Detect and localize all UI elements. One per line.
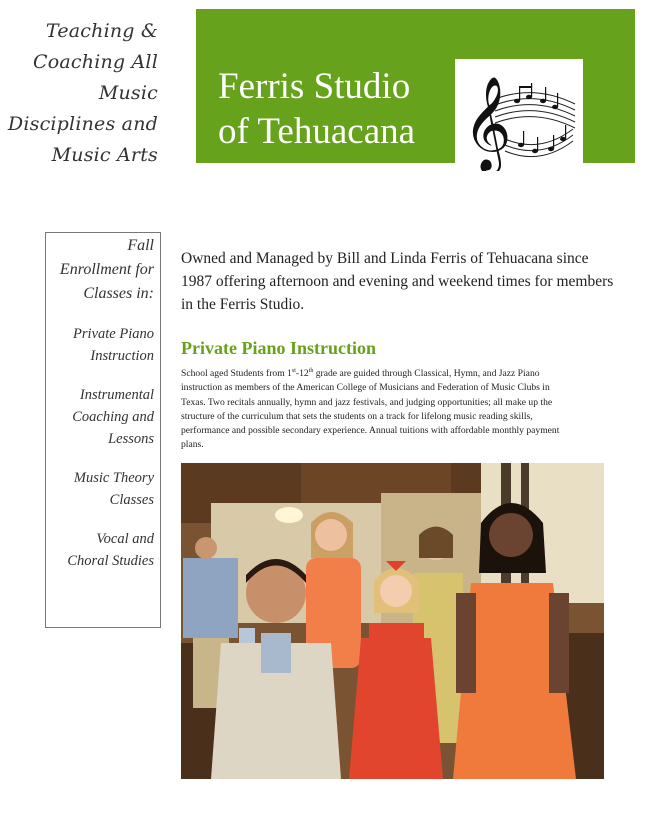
sidebar-item-line: Instrumental [79,387,154,403]
sidebar-heading-line: Enrollment for [59,261,154,278]
tagline-line: Music Arts [51,144,158,166]
ordinal-th: th [308,367,314,374]
header-banner [196,9,635,171]
sidebar-item-line: Lessons [108,431,154,447]
body-text-a: School aged Students from 1 [181,368,292,379]
treble-clef-music-notes-icon [455,59,583,171]
sidebar-heading-line: Classes in: [83,285,154,302]
sidebar-item-line: Classes [109,492,154,508]
intro-line: Owned and Managed by Bill and Linda Ferris of Tehuacana since [181,250,589,267]
body-line: structure of the curriculum that sets the students on a track for lifelong music reading skills, [181,410,533,422]
sidebar-item-line: Music Theory [73,470,154,486]
tagline-line: Music [98,82,158,104]
sidebar-item-piano [46,323,160,367]
sidebar-item-line: Private Piano [73,326,154,342]
tagline-line: Coaching All [33,51,158,73]
ordinal-st: st [291,367,296,374]
sidebar-item-instrumental [46,384,160,450]
sidebar-item-line: Instruction [90,348,154,364]
body-line [181,367,611,381]
sidebar-item-line: Choral Studies [67,553,154,569]
svg-text:𝄞: 𝄞 [463,76,512,171]
studio-title-line: Ferris Studio [218,66,411,107]
body-line: performance and possible secondary experience. Annual tuitions with affordable monthly payment [181,425,560,437]
sidebar-item-line: Vocal and [96,531,154,547]
section-title: Private Piano Instruction [181,338,376,358]
students-photo [181,463,604,779]
intro-line: 1987 offering afternoon and evening and weekend times for members [181,273,614,290]
enrollment-sidebar [45,232,161,628]
body-text-c: grade are guided through Classical, Hymn, and Jazz Piano [313,368,540,379]
sidebar-item-theory [46,467,160,511]
body-text-b: -12 [295,368,309,379]
tagline-line: Disciplines and [7,113,158,135]
body-line: plans. [181,439,204,451]
studio-title-line: of Tehuacana [218,111,416,152]
tagline-line: Teaching & [45,20,158,42]
body-line: Texas. Two recitals annually, hymn and jazz festivals, and judging opportunities; all make up the [181,396,553,408]
sidebar-heading [46,234,160,306]
studio-title [218,64,415,154]
intro-paragraph [181,247,621,316]
sidebar-item-vocal [46,528,160,572]
sidebar-item-line: Coaching and [72,409,154,425]
sidebar-heading-line: Fall [127,237,154,254]
intro-line: in the Ferris Studio. [181,296,305,313]
section-body [181,367,611,453]
body-line: instruction as members of the American College of Musicians and Federation of Music Clubs in [181,382,550,394]
tagline [6,16,158,171]
